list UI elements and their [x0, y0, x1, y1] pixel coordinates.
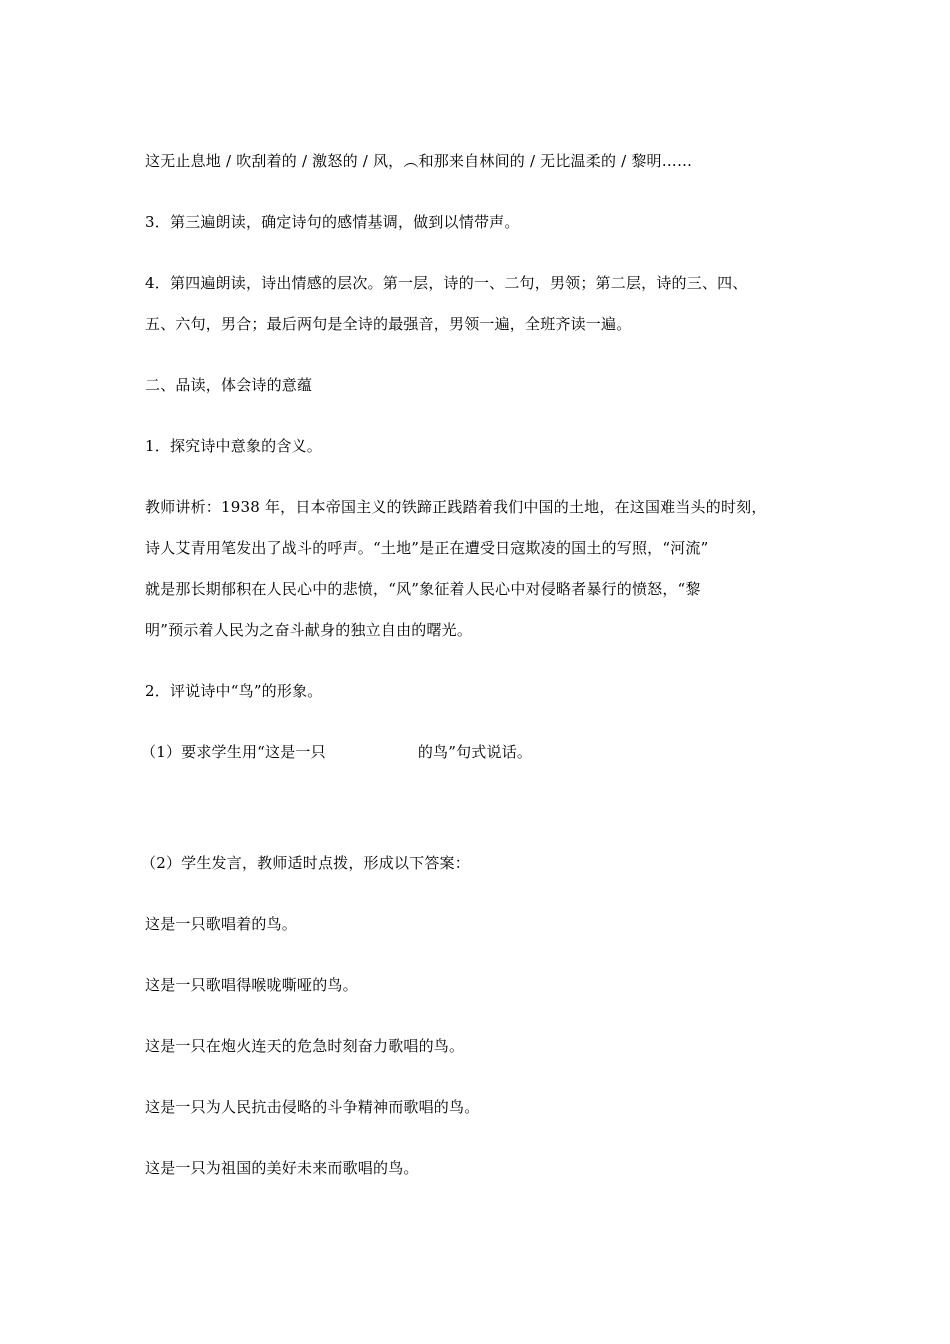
- sub-item-1-suffix: 的鸟”句式说话。: [417, 743, 533, 761]
- item-1-heading: 1．探究诗中意象的含义。: [145, 437, 322, 455]
- answer-line-4: 这是一只为人民抗击侵略的斗争精神而歌唱的鸟。: [145, 1098, 480, 1116]
- answer-line-2: 这是一只歌唱得喉咙嘶哑的鸟。: [145, 976, 358, 994]
- answer-line-5: 这是一只为祖国的美好未来而歌唱的鸟。: [145, 1159, 419, 1177]
- step-4-text-line-2: 五、六句，男合；最后两句是全诗的最强音，男领一遍，全班齐读一遍。: [145, 315, 632, 333]
- teacher-explanation-line-2: 诗人艾青用笔发出了战斗的呼声。“土地”是正在遭受日寇欺凌的国土的写照，“河流”: [145, 539, 709, 557]
- step-4-text-line-1: 4．第四遍朗读，诗出情感的层次。第一层，诗的一、二句，男领；第二层，诗的三、四、: [145, 274, 748, 292]
- item-2-heading: 2．评说诗中“鸟”的形象。: [145, 682, 323, 700]
- teacher-explanation-line-3: 就是那长期郁积在人民心中的悲愤，“风”象征着人民心中对侵略者暴行的愤怒，“黎: [145, 580, 701, 598]
- section-heading-2: 二、品读，体会诗的意蕴: [145, 376, 313, 394]
- poem-rhythm-line: 这无止息地 / 吹刮着的 / 激怒的 / 风，︵和那来自林间的 / 无比温柔的 / 黎明……: [145, 152, 693, 170]
- teacher-explanation-line-4: 明”预示着人民为之奋斗献身的独立自由的曙光。: [145, 621, 473, 639]
- sub-item-1: [141, 742, 532, 762]
- answer-line-3: 这是一只在炮火连天的危急时刻奋力歌唱的鸟。: [145, 1037, 465, 1055]
- teacher-explanation-line-1: 教师讲析：1938 年，日本帝国主义的铁蹄正践踏着我们中国的土地，在这国难当头的时刻，: [145, 498, 767, 516]
- answer-line-1: 这是一只歌唱着的鸟。: [145, 915, 298, 933]
- sub-item-2: （2）学生发言，教师适时点拨，形成以下答案：: [141, 854, 470, 872]
- sub-item-1-prefix: （1）要求学生用“这是一只: [141, 743, 326, 761]
- step-3-text: 3．第三遍朗读，确定诗句的感情基调，做到以情带声。: [145, 213, 520, 231]
